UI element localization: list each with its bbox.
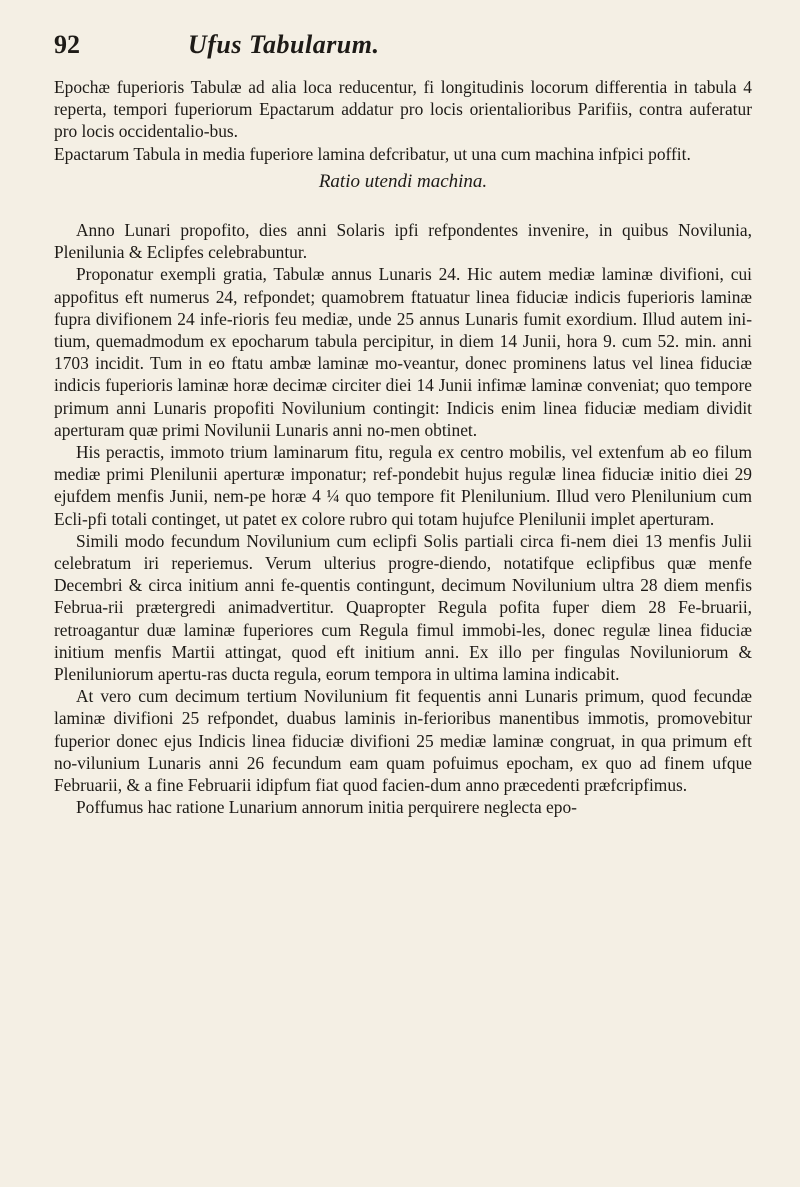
paragraph-his-peractis: His peractis, immoto trium laminarum fitu, regula ex centro mobilis, vel extenfum ab eo filum mediæ primi Plenilunii aperturæ imponatur; ref-pondebit hujus regulæ linea fiduciæ initio diei 29 ejufdem menfis Junii, nem-pe horæ 4 ¼ quo tempore fit Plenilunium. Illud vero Plenilunium cum Ecli-pfi totali continget, ut patet ex colore rubro qui totam hujufce Plenilunii implet aperturam. — [54, 442, 752, 529]
running-head: Ufus Tabularum. — [188, 30, 380, 59]
paragraph-simili-modo: Simili modo fecundum Novilunium cum eclipfi Solis partiali circa fi-nem diei 13 menfis Julii celebratum iri reperiemus. Verum ulterius progre-diendo, notatifque eclipfibus quæ menfe Decembri & circa initium anni fe-quentis contingunt, decimum Novilunium ultra 28 diem menfis Februa-rii prætergredi animadvertitur. Quapropter Regula pofita fuper diem 28 Fe-bruarii, retroagantur duæ laminæ fuperiores cum Regula fimul immobi-les, donec regulæ linea fiduciæ initium menfis Martii attingat, quod eft initium anni. Ex illo per fingulas Noviluniorum & Pleniluniorum apertu-ras ducta regula, eorum tempora in ultima lamina indicabit. — [54, 530, 752, 685]
paragraph-possumus: Poffumus hac ratione Lunarium annorum initia perquirere neglecta epo- — [76, 797, 577, 818]
page-number: 92 — [54, 30, 80, 59]
body-text — [54, 76, 752, 819]
paragraph-at-vero: At vero cum decimum tertium Novilunium fit fequentis anni Lunaris primum, quod fecundæ laminæ divifioni 25 refpondet, duabus laminis in-ferioribus manentibus immotis, promovebitur fuperior donec ejus Indicis linea fiduciæ divifioni 25 mediæ laminæ congruat, in qua primum eft no-vilunium Lunaris anni 26 fecundum eam quam pofuimus epocham, ex quo ad finem ufque Februarii, & a fine Februarii idipfum fiat quod facien-dum anno præcedenti præfcripfimus. — [54, 686, 752, 796]
paragraph-problem: Anno Lunari propofito, dies anni Solaris ipfi refpondentes invenire, in quibus Novilunia, Plenilunia & Eclipfes celebrabuntur. — [54, 220, 752, 263]
section-heading: Ratio utendi machina. — [318, 170, 488, 192]
paragraph-example: Proponatur exempli gratia, Tabulæ annus Lunaris 24. Hic autem mediæ laminæ divifioni, cui appofitus eft numerus 24, refpondet; quamobrem ftatuatur linea fiduciæ indicis fuperioris laminæ fupra divifionem 24 infe-rioris feu mediæ, unde 25 annus Lunaris fumit exordium. Illud autem ini-tium, quemadmodum ex epocharum tabula percipitur, in diem 14 Junii, hora 9. cum 52. min. anni 1703 incidit. Tum in eo ftatu ambæ laminæ mo-veantur, donec prominens latus vel linea fiduciæ indicis fuperioris laminæ horæ decimæ circiter diei 14 Junii infimæ laminæ conveniat; quo tempore primum anni Lunaris propofiti Novilunium contingit: Indicis enim linea fiduciæ mediam dividit aperturam quæ primi Novilunii Lunaris anni no-men obtinet. — [54, 264, 752, 440]
paragraph-epochae: Epochæ fuperioris Tabulæ ad alia loca reducentur, fi longitudinis locorum differentia in tabula 4 reperta, tempori fuperiorum Epactarum addatur pro locis orientalioribus Parifiis, contra auferatur pro locis occidentalio-bus. — [54, 77, 752, 142]
page-header — [54, 30, 752, 70]
paragraph-epactarum: Epactarum Tabula in media fuperiore lamina defcribatur, ut una cum machina infpici poffit. — [54, 143, 691, 164]
